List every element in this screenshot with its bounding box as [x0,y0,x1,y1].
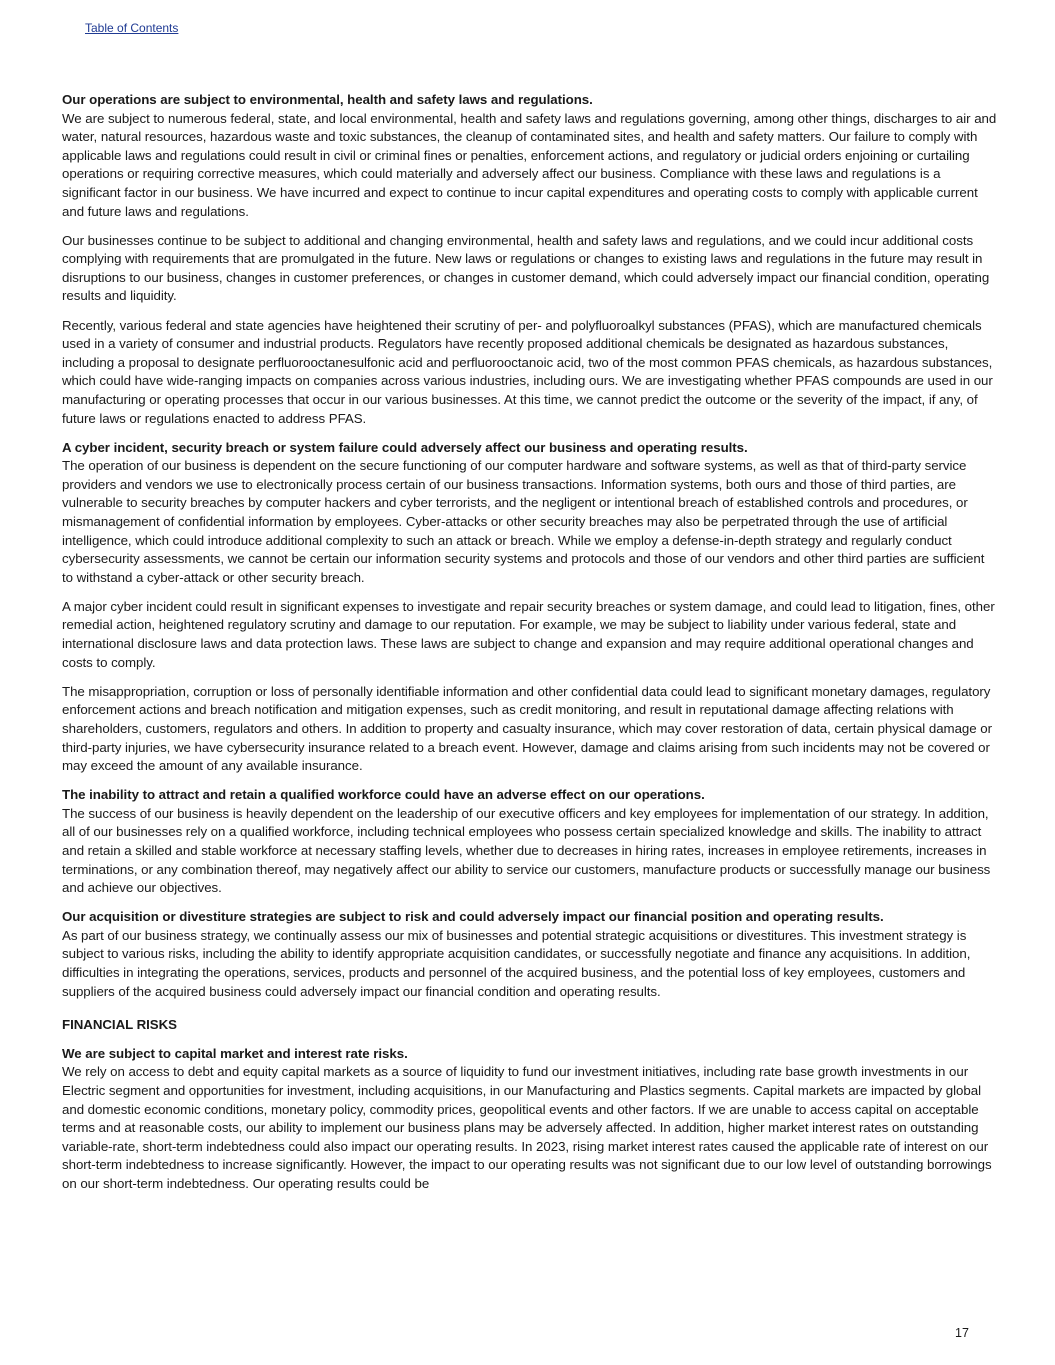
section-title: FINANCIAL RISKS [62,1016,177,1032]
page-content [62,91,997,1204]
risk-paragraph: Our businesses continue to be subject to additional and changing environmental, health and safety laws and regulations, and we could incur additional costs complying with requirements that are promulgated in the future. New laws or regulations or changes to existing laws and regulations in the future may result in disruptions to our business, changes in customer preferences, or changes in customer demand, which could adversely impact our financial condition, operating results and liquidity. [62,232,990,304]
risk-text: As part of our business strategy, we continually assess our mix of businesses and potential strategic acquisitions or divestitures. This investment strategy is subject to various risks, including the ability to identify appropriate acquisition candidates, or successfully negotiate and finance any acquisitions. In addition, difficulties in integrating the operations, services, products and personnel of the acquired business, and the potential loss of key employees, customers and suppliers of the acquired business could adversely impact our financial condition and operating results. [62,927,971,999]
risk-heading: The inability to attract and retain a qualified workforce could have an adverse effect on our operations. [62,787,705,803]
risk-paragraph [62,1045,997,1194]
risk-text: The success of our business is heavily dependent on the leadership of our executive officers and key employees for implementation of our strategy. In addition, all of our businesses rely on a qualified workforce, including technical employees who possess certain specialized knowledge and skills. The inability to attract and retain a skilled and stable workforce at necessary staffing levels, whether due to decreases in hiring rates, increases in employee retirements, increases in terminations, or any combination thereof, may negatively affect our ability to service our customers, manufacture products or successfully manage our business and achieve our objectives. [62,805,991,896]
risk-paragraph [62,908,997,1001]
page-number: 17 [955,1326,969,1340]
risk-text: We are subject to numerous federal, state, and local environmental, health and safety laws and regulations governing, among other things, discharges to air and water, natural resources, hazardous waste and toxic substances, the cleanup of contaminated sites, and health and safety matters. Our failure to comply with applicable laws and regulations could result in civil or criminal fines or penalties, enforcement actions, and regulatory or judicial orders enjoining or curtailing operations or requiring corrective measures, which could materially and adversely affect our business. Compliance with these laws and regulations is a significant factor in our business. We have incurred and expect to continue to incur capital expenditures and operating costs to comply with applicable current and future laws and regulations. [62,110,997,219]
table-of-contents-link[interactable]: Table of Contents [85,21,179,35]
risk-heading: We are subject to capital market and interest rate risks. [62,1045,408,1061]
risk-paragraph [62,439,997,588]
risk-paragraph: A major cyber incident could result in significant expenses to investigate and repair security breaches or system damage, and could lead to litigation, fines, other remedial action, heightened regulatory scrutiny and damage to our reputation. For example, we may be subject to liability under various federal, state and international disclosure laws and data protection laws. These laws are subject to change and expansion and may require additional operational changes and costs to comply. [62,598,995,670]
risk-text: The operation of our business is dependent on the secure functioning of our computer hardware and software systems, as well as that of third-party service providers and vendors we use to electronically process certain of our business transactions. Information systems, both ours and those of third parties, are vulnerable to security breaches by computer hackers and cyber terrorists, and the negligent or intentional breach of established controls and procedures, or mismanagement of confidential information by employees. Cyber-attacks or other security breaches may also be perpetrated through the use of artificial intelligence, which could introduce additional complexity to such an attack or breach. While we employ a defense-in-depth strategy and regularly conduct cybersecurity assessments, we cannot be certain our information security systems and protocols and those of our vendors and other third parties are sufficient to withstand a cyber-attack or other security breach. [62,458,985,585]
risk-paragraph [62,91,997,221]
risk-heading: Our operations are subject to environmental, health and safety laws and regulations. [62,92,593,107]
risk-heading: A cyber incident, security breach or system failure could adversely affect our business and operating results. [62,439,748,455]
risk-paragraph: Recently, various federal and state agencies have heightened their scrutiny of per- and polyfluoroalkyl substances (PFAS), which are manufactured chemicals used in a variety of consumer and industrial products. Regulators have recently proposed additional chemicals be designated as hazardous substances, including a proposal to designate perfluorooctanesulfonic acid and perfluorooctanoic acid, two of the most common PFAS chemicals, as hazardous substances, which could have wide-ranging impacts on companies across various industries, including ours. We are investigating whether PFAS compounds are used in our manufacturing or operating processes that occur in our various businesses. At this time, we cannot predict the outcome or the severity of the impact, if any, of future laws or regulations enacted to address PFAS. [62,317,993,426]
risk-heading: Our acquisition or divestiture strategies are subject to risk and could adversely impact our financial position and operating results. [62,909,884,925]
risk-paragraph [62,786,997,898]
risk-text: We rely on access to debt and equity capital markets as a source of liquidity to fund our investment initiatives, including rate base growth investments in our Electric segment and opportunities for investment, including acquisitions, in our Manufacturing and Plastics segments. Capital markets are impacted by global and domestic economic conditions, monetary policy, commodity prices, geopolitical events and other factors. If we are unable to access capital on acceptable terms and at reasonable costs, our ability to implement our business plans may be adversely affected. In addition, higher market interest rates on outstanding variable-rate, short-term indebtedness could also impact our operating results. In 2023, rising market interest rates caused the applicable rate of interest on our short-term indebtedness to increase significantly. However, the impact to our operating results was not significant due to our low level of outstanding borrowings on our short-term indebtedness. Our operating results could be [62,1064,992,1191]
risk-paragraph: The misappropriation, corruption or loss of personally identifiable information and other confidential data could lead to significant monetary damages, regulatory enforcement actions and breach notification and mitigation expenses, such as credit monitoring, and result in reputational damage affecting relations with shareholders, customers, regulators and others. In addition to property and casualty insurance, which may cover restoration of data, certain physical damage or third-party injuries, we have cybersecurity insurance related to a breach event. However, damage and claims arising from such incidents may not be covered or may exceed the amount of any available insurance. [62,683,992,774]
